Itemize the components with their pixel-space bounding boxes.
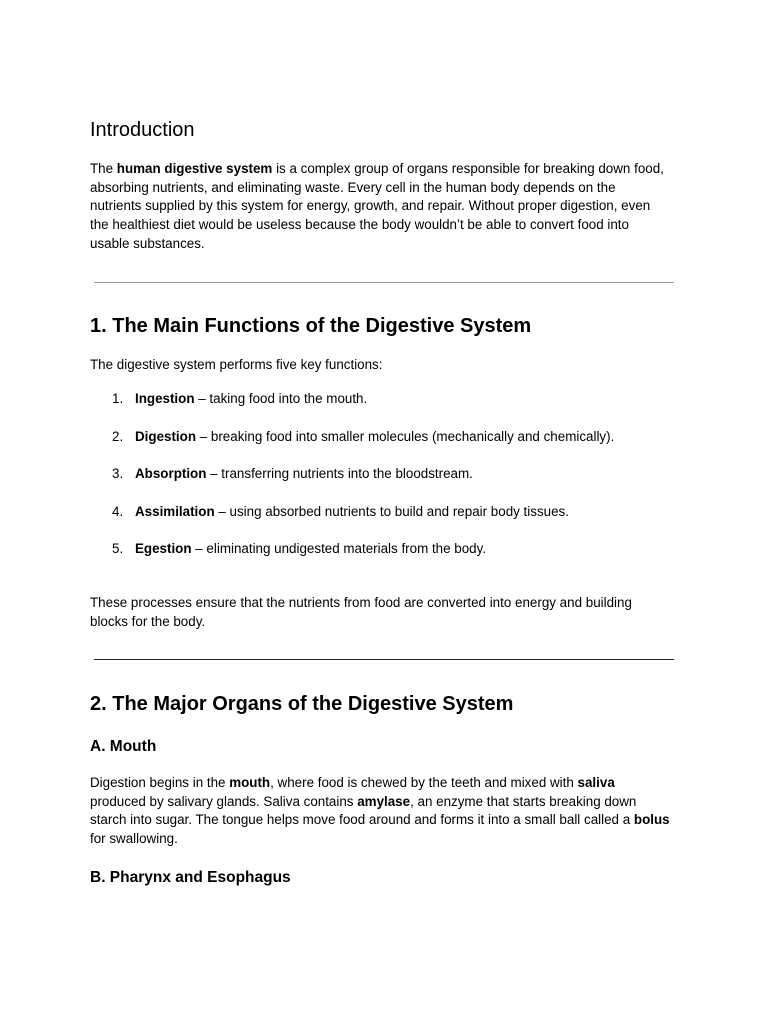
list-item-number: 3. <box>112 466 124 481</box>
list-item-desc: – breaking food into smaller molecules (mechanically and chemically). <box>196 428 615 444</box>
list-item-number: 5. <box>112 541 124 556</box>
intro-term: human digestive system <box>116 161 273 176</box>
section2-heading: 2. The Major Organs of the Digestive System <box>90 693 514 715</box>
mouth-text: for swallowing. <box>90 831 178 847</box>
list-item-number: 4. <box>112 503 124 519</box>
list-item-text <box>135 390 367 409</box>
mouth-term: mouth <box>229 775 271 790</box>
mouth-text: Digestion begins in the <box>90 775 230 790</box>
list-item-text <box>135 540 486 559</box>
list-item-term: Assimilation <box>135 503 215 519</box>
section-divider-1 <box>94 282 674 283</box>
mouth-text: , where food is chewed by the teeth and mixed with <box>270 775 578 790</box>
intro-text-post: is a complex group of organs responsible for breaking down food, absorbing nutrients, and eliminating waste. Every cell in the human body depends on the nutrients supplied by this system for energy, growth, and repair. Without proper digestion, even the healthiest diet would be useless because the body wouldn’t be able to convert food into usable substances. <box>90 161 664 251</box>
section1-heading: 1. The Main Functions of the Digestive System <box>90 315 532 337</box>
list-item-number: 2. <box>112 428 124 444</box>
section1-lead: The digestive system performs five key functions: <box>90 357 383 372</box>
bolus-term: bolus <box>633 812 670 828</box>
intro-heading: Introduction <box>90 119 195 141</box>
list-item-term: Ingestion <box>135 391 195 406</box>
list-item-term: Digestion <box>135 428 197 444</box>
mouth-paragraph <box>90 774 670 849</box>
mouth-text: produced by salivary glands. Saliva contains <box>90 793 358 809</box>
list-item-desc: – transferring nutrients into the bloodstream. <box>206 466 473 481</box>
list-item-desc: – taking food into the mouth. <box>194 391 368 406</box>
saliva-term: saliva <box>577 775 615 790</box>
subsection-a-heading: A. Mouth <box>90 738 157 755</box>
list-item-desc: – using absorbed nutrients to build and repair body tissues. <box>214 503 569 519</box>
list-item-desc: – eliminating undigested materials from the body. <box>191 541 487 556</box>
list-item <box>90 390 670 410</box>
list-item <box>90 540 670 560</box>
list-item-text <box>135 503 569 522</box>
section-divider-2 <box>94 659 674 660</box>
list-item-text <box>135 428 614 447</box>
mouth-text: , an enzyme that starts breaking down starch into sugar. The tongue helps move food around and forms it into a small ball called a <box>90 793 637 828</box>
subsection-b-heading: B. Pharynx and Esophagus <box>90 869 291 886</box>
list-item <box>90 428 670 448</box>
list-item <box>90 503 670 523</box>
list-item-term: Absorption <box>135 466 207 481</box>
list-item-text <box>135 465 473 484</box>
intro-paragraph <box>90 160 670 254</box>
list-item-number: 1. <box>112 391 124 406</box>
list-item <box>90 465 670 485</box>
amylase-term: amylase <box>357 793 411 809</box>
section1-closing: These processes ensure that the nutrients from food are converted into energy and building blocks for the body. <box>90 595 632 629</box>
intro-text-pre: The <box>90 161 117 176</box>
list-item-term: Egestion <box>135 541 192 556</box>
